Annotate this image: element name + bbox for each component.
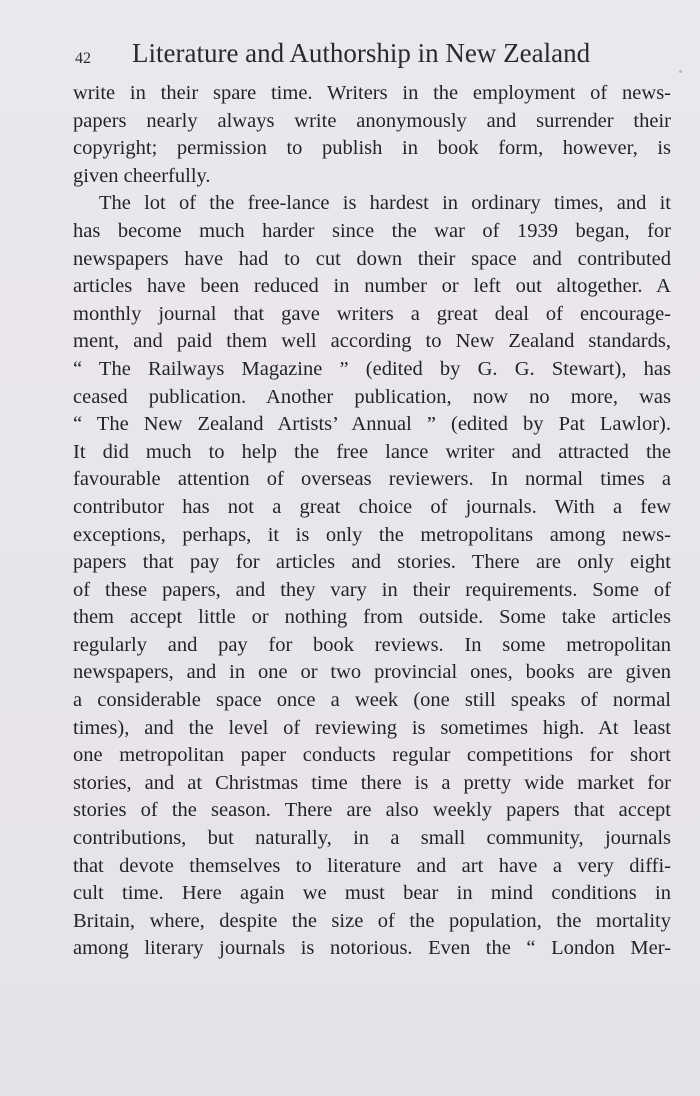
- page-header: [72, 38, 632, 78]
- text-line: stories, and at Christmas time there is a pretty wide market for: [73, 771, 671, 794]
- text-line: Britain, where, despite the size of the population, the mortality: [73, 909, 671, 932]
- body-text: [73, 80, 671, 963]
- page-number: 42: [75, 50, 91, 67]
- text-line: one metropolitan paper conducts regular competitions for short: [73, 744, 671, 767]
- text-line: The lot of the free-lance is hardest in ordinary times, and it: [99, 192, 671, 215]
- text-line: times), and the level of reviewing is sometimes high. At least: [73, 716, 671, 739]
- text-line: given cheerfully.: [73, 164, 211, 187]
- text-line: monthly journal that gave writers a great deal of encourage-: [73, 302, 671, 325]
- text-line: among literary journals is notorious. Even the “ London Mer-: [73, 937, 671, 960]
- text-line: ceased publication. Another publication, now no more, was: [73, 385, 671, 408]
- text-line: a considerable space once a week (one still speaks of normal: [73, 689, 671, 712]
- text-line: that devote themselves to literature and art have a very diffi-: [73, 854, 671, 877]
- text-line: ment, and paid them well according to New Zealand standards,: [73, 330, 671, 353]
- text-line: cult time. Here again we must bear in mind conditions in: [73, 882, 671, 905]
- text-line: write in their spare time. Writers in the employment of news-: [73, 82, 671, 104]
- text-line: regularly and pay for book reviews. In some metropolitan: [73, 633, 671, 656]
- text-line: contributions, but naturally, in a small community, journals: [73, 827, 671, 850]
- text-line: contributor has not a great choice of journals. With a few: [73, 495, 671, 518]
- text-line: papers that pay for articles and stories. There are only eight: [73, 551, 671, 574]
- text-line: of these papers, and they vary in their requirements. Some of: [73, 578, 671, 601]
- text-line: them accept little or nothing from outside. Some take articles: [73, 606, 671, 629]
- text-line: “ The Railways Magazine ” (edited by G. G. Stewart), has: [73, 357, 671, 380]
- text-line: has become much harder since the war of 1939 began, for: [73, 219, 671, 242]
- text-line: copyright; permission to publish in book form, however, is: [73, 137, 671, 160]
- text-line: stories of the season. There are also weekly papers that accept: [73, 799, 671, 822]
- text-line: newspapers, and in one or two provincial ones, books are given: [73, 661, 671, 684]
- text-line: articles have been reduced in number or left out altogether. A: [73, 275, 671, 298]
- text-line: newspapers have had to cut down their space and contributed: [73, 247, 671, 270]
- running-title: Literature and Authorship in New Zealand: [132, 38, 591, 68]
- text-line: exceptions, perhaps, it is only the metropolitans among news-: [73, 523, 671, 546]
- paper-speck: [679, 70, 682, 73]
- text-line: papers nearly always write anonymously and surrender their: [73, 109, 671, 132]
- text-line: It did much to help the free lance writer and attracted the: [73, 440, 671, 463]
- text-line: favourable attention of overseas reviewers. In normal times a: [73, 468, 671, 491]
- text-line: “ The New Zealand Artists’ Annual ” (edited by Pat Lawlor).: [73, 413, 671, 436]
